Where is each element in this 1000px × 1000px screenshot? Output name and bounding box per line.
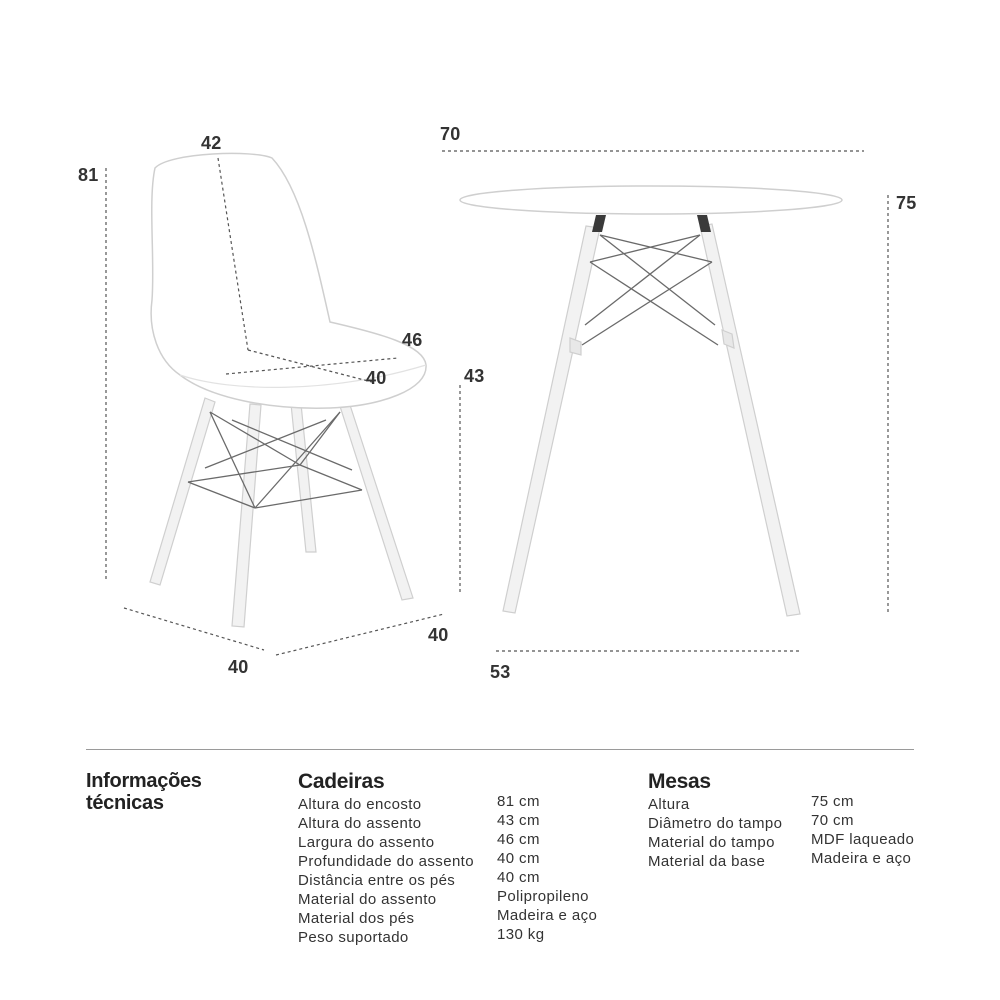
chair-leg-front-left: [150, 398, 215, 585]
chairs-spec-values: [497, 792, 597, 944]
chair-leg-back-right: [338, 400, 413, 600]
tables-spec-value: 70 cm: [811, 812, 854, 829]
chair-seat-height-label: 43: [464, 366, 485, 386]
chairs-spec-label: Material dos pés: [298, 910, 415, 927]
chair-back-width-label: 42: [201, 133, 222, 153]
tables-spec-label: Material da base: [648, 853, 766, 870]
chairs-spec-label: Profundidade do assento: [298, 853, 474, 870]
table-leg-mounts: [592, 215, 711, 232]
technical-info-title: [86, 770, 266, 814]
table-leg-front-left: [503, 226, 600, 613]
chairs-spec-label: Largura do assento: [298, 834, 435, 851]
tables-spec-value: 75 cm: [811, 793, 854, 810]
chairs-spec-label: Altura do encosto: [298, 796, 422, 813]
chair-leg-front-right: [232, 404, 261, 627]
table-diameter-label: 70: [440, 124, 461, 144]
chairs-spec-value: 40 cm: [497, 869, 540, 886]
table-base-label: 53: [490, 662, 511, 682]
technical-info-title-line2: técnicas: [86, 792, 164, 814]
tables-spec-label: Altura: [648, 796, 690, 813]
chair-seat-depth-label: 40: [366, 368, 387, 388]
chair-wire-base: [188, 412, 362, 508]
tables-spec-labels: [648, 795, 782, 871]
tables-spec-values: [811, 792, 914, 868]
chair-base-depth-label: 40: [428, 625, 449, 645]
chairs-spec-label: Material do assento: [298, 891, 437, 908]
chair-base-width-label: 40: [228, 657, 249, 677]
table-wire-base: [582, 235, 718, 345]
table-illustration: [442, 151, 888, 651]
table-top: [460, 186, 842, 214]
chairs-section-title: Cadeiras: [298, 770, 385, 793]
chair-illustration: [106, 153, 460, 655]
chair-leg-back-left: [291, 404, 316, 552]
table-dimension-lines: [442, 151, 888, 651]
tables-spec-value: MDF laqueado: [811, 831, 915, 848]
chairs-spec-value: 81 cm: [497, 793, 540, 810]
chair-seat-width-label: 46: [402, 330, 423, 350]
chairs-spec-value: 40 cm: [497, 850, 540, 867]
chairs-spec-value: 46 cm: [497, 831, 540, 848]
table-height-label: 75: [896, 193, 917, 213]
chair-height-label: 81: [78, 165, 99, 185]
chairs-spec-labels: [298, 795, 474, 947]
technical-info-title-line1: Informações: [86, 770, 202, 792]
chairs-spec-value: Madeira e aço: [497, 907, 598, 924]
chairs-spec-label: Altura do assento: [298, 815, 422, 832]
chairs-spec-value: 43 cm: [497, 812, 540, 829]
tables-section-title: Mesas: [648, 770, 711, 793]
section-divider: [86, 749, 914, 750]
chairs-spec-label: Distância entre os pés: [298, 872, 456, 889]
table-leg-front-right: [700, 224, 800, 616]
tables-spec-label: Diâmetro do tampo: [648, 815, 783, 832]
chairs-spec-label: Peso suportado: [298, 929, 409, 946]
chairs-spec-value: 130 kg: [497, 926, 545, 943]
tables-spec-value: Madeira e aço: [811, 850, 912, 867]
tables-spec-label: Material do tampo: [648, 834, 775, 851]
chairs-spec-value: Polipropileno: [497, 888, 589, 905]
